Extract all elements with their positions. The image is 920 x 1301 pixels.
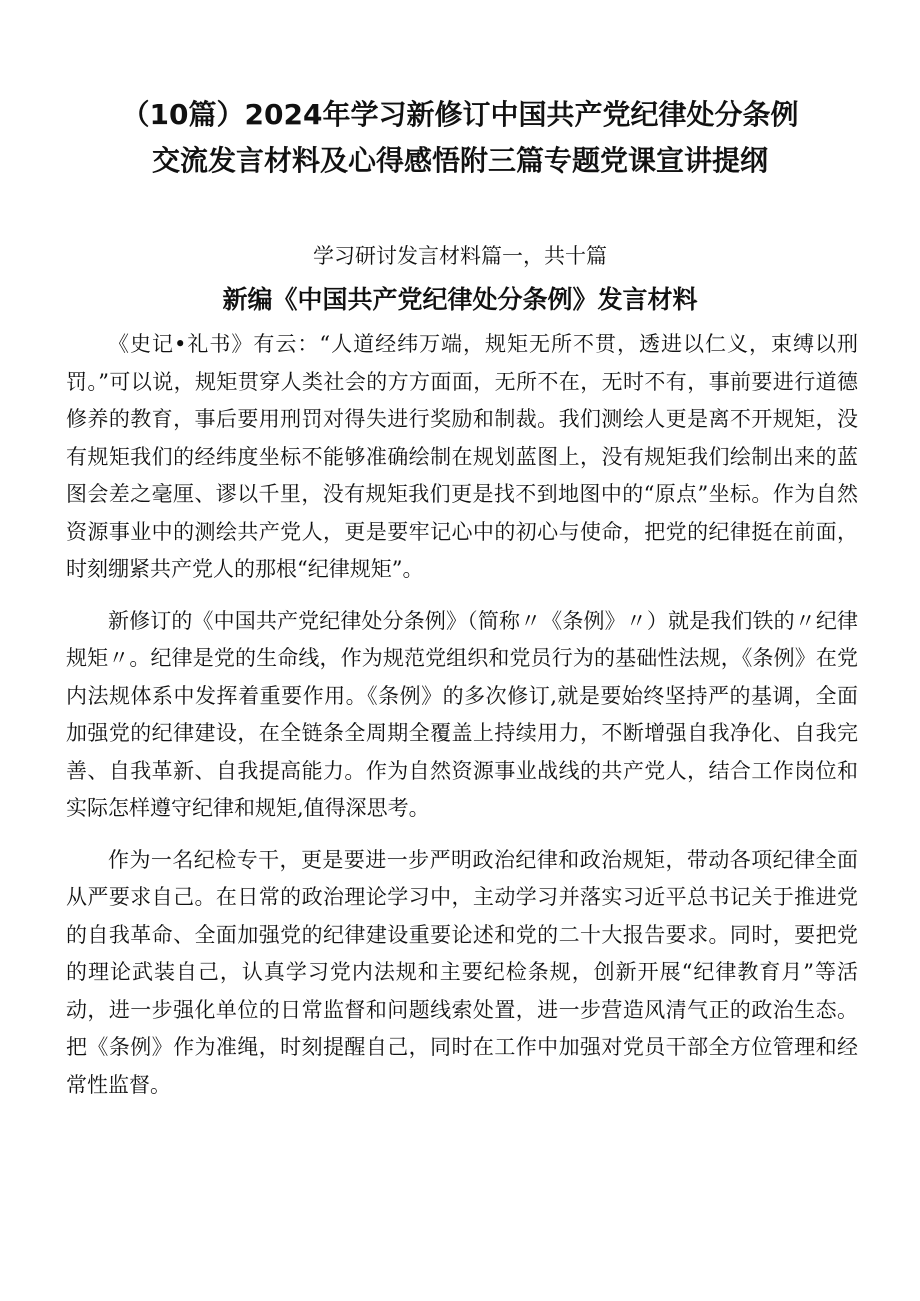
document-title — [60, 92, 860, 184]
document-subtitle: 学习研讨发言材料篇一，共十篇 — [313, 244, 607, 268]
document-body — [66, 326, 858, 1118]
document-title-line-2: 交流发言材料及心得感悟附三篇专题党课宣讲提纲 — [151, 144, 768, 177]
body-paragraph-2: 新修订的《中国共产党纪律处分条例》（简称〃《条例》〃）就是我们铁的〃纪律规矩〃。纪律是党的生命线，作为规范党组织和党员行为的基础性法规，《条例》在党内法规体系中发挥着重要作用。《条例》的多次修订,就是要始终坚持严的基调，全面加强党的纪律建设，在全链条全周期全覆盖上持续用力，不断增强自我净化、自我完善、自我革新、自我提高能力。作为自然资源事业战线的共产党人，结合工作岗位和实际怎样遵守纪律和规矩,值得深思考。 — [66, 608, 858, 820]
body-paragraph-3: 作为一名纪检专干，更是要进一步严明政治纪律和政治规矩，带动各项纪律全面从严要求自己。在日常的政治理论学习中，主动学习并落实习近平总书记关于推进党的自我革命、全面加强党的纪律建设重要论述和党的二十大报告要求。同时，要把党的理论武装自己，认真学习党内法规和主要纪检条规，创新开展“纪律教育月”等活动，进一步强化单位的日常监督和问题线索处置，进一步营造风清气正的政治生态。把《条例》作为准绳，时刻提醒自己，同时在工作中加强对党员干部全方位管理和经常性监督。 — [66, 847, 858, 1097]
body-paragraph-1: 《史记•礼书》有云：“人道经纬万端，规矩无所不贯，透进以仁义，束缚以刑罚。”可以说，规矩贯穿人类社会的方方面面，无所不在，无时不有，事前要进行道德修养的教育，事后要用刑罚对得失进行奖励和制裁。我们测绘人更是离不开规矩，没有规矩我们的经纬度坐标不能够准确绘制在规划蓝图上，没有规矩我们绘制出来的蓝图会差之毫厘、谬以千里，没有规矩我们更是找不到地图中的“原点”坐标。作为自然资源事业中的测绘共产党人，更是要牢记心中的初心与使命，把党的纪律挺在前面，时刻绷紧共产党人的那根“纪律规矩”。 — [66, 332, 858, 581]
document-title-line-1: （10篇）2024年学习新修订中国共产党纪律处分条例 — [121, 98, 799, 131]
section-title: 新编《中国共产党纪律处分条例》发言材料 — [222, 285, 698, 314]
